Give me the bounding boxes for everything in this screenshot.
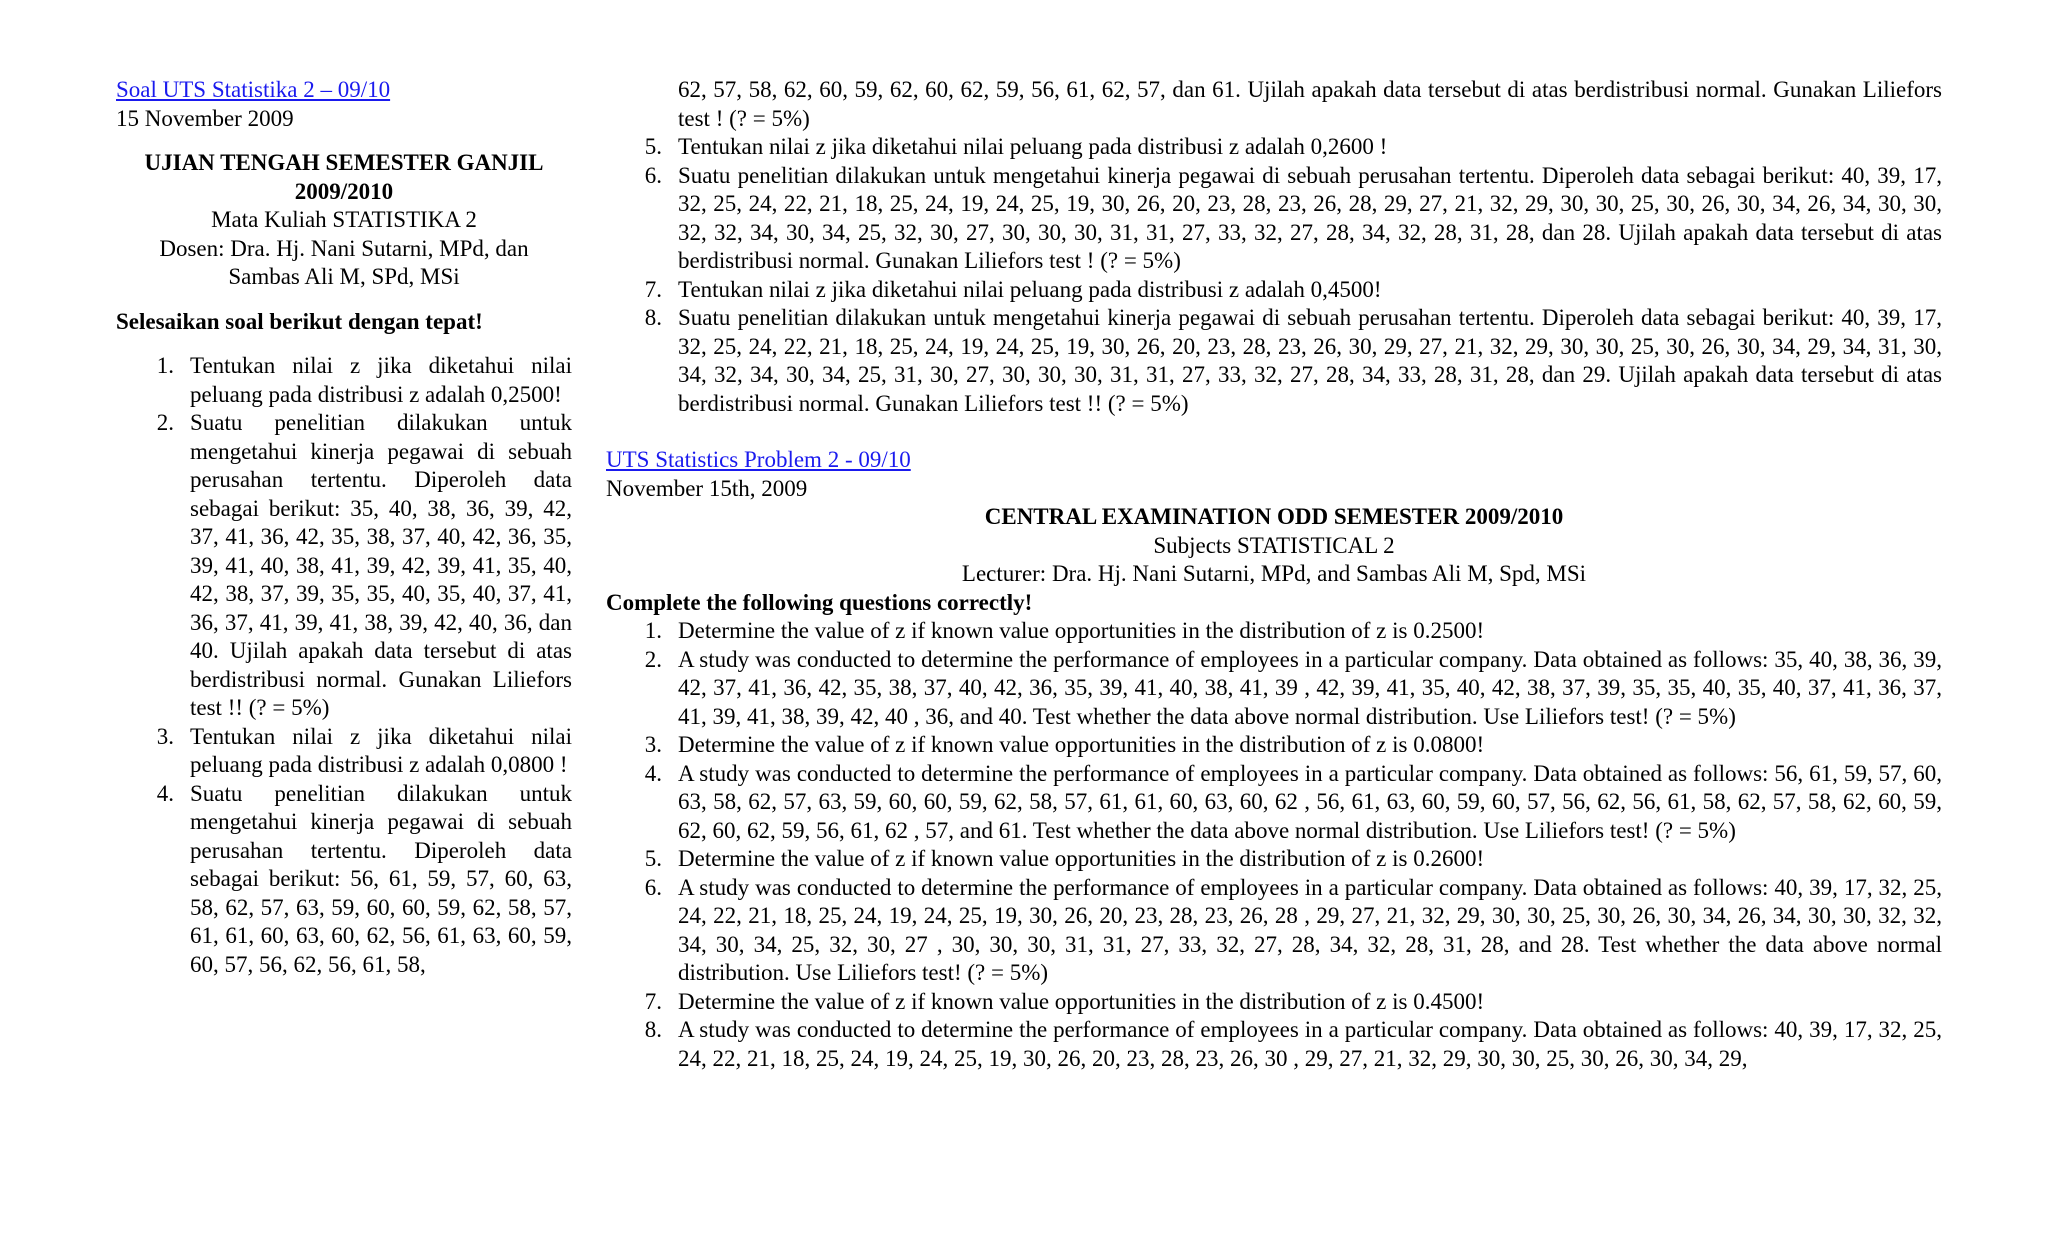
question-text: A study was conducted to determine the performance of employees in a particular company. Data obtained as follows: 35, 40, 38, 36, 39, 42, 37, 41, 36, 42, 35, 38, 37, 40, 42, 36, 35, 39, 41, 40, 38, 41, 39 , 42, 39, 41, 35, 40, 42, 38, 37, 39, 35, 35, 40, 35, 40, 37, 41, 36, 37, 41, 39, 41, 38, 39, 42, 40 , 36, and 40. Test whether the data above normal distribution. Use Liliefors test! (? = 5%) xyxy=(678,646,1942,729)
question-text: A study was conducted to determine the performance of employees in a particular company. Data obtained as follows: 40, 39, 17, 32, 25, 24, 22, 21, 18, 25, 24, 19, 24, 25, 19, 30, 26, 20, 23, 28, 23, 26, 30 , 29, 27, 21, 32, 29, 30, 30, 25, 30, 26, 30, 34, 29, xyxy=(678,1017,1942,1071)
lecturer-line-2: Sambas Ali M, SPd, MSi xyxy=(228,264,460,289)
question-number: 1. xyxy=(644,618,662,643)
question-number: 4. xyxy=(156,780,174,806)
english-exam-title: CENTRAL EXAMINATION ODD SEMESTER 2009/2010 xyxy=(984,504,1564,529)
course-name: Mata Kuliah STATISTIKA 2 xyxy=(211,207,477,232)
list-item xyxy=(606,731,1942,760)
list-item xyxy=(606,162,1942,276)
list-item xyxy=(116,352,572,409)
question-text: Suatu penelitian dilakukan untuk mengetahui kinerja pegawai di sebuah perusahan tertentu. Diperoleh data sebagai berikut: 40, 39, 17, 32, 25, 24, 22, 21, 18, 25, 24, 19, 24, 25, 19, 30, 26, 20, 23, 28, 23, 26, 30, 29, 27, 21, 32, 29, 30, 30, 25, 30, 26, 30, 34, 29, 34, 31, 30, 34, 32, 34, 30, 34, 25, 31, 30, 27, 30, 30, 30, 31, 31, 27, 33, 32, 27, 28, 34, 33, 28, 31, 28, dan 29. Ujilah apakah data tersebut di atas berdistribusi normal. Gunakan Liliefors test !! (? = 5%) xyxy=(678,305,1942,416)
question-text: Determine the value of z if known value opportunities in the distribution of z is 0.2600! xyxy=(678,846,1485,871)
list-item xyxy=(606,133,1942,162)
question-number: 8. xyxy=(644,305,662,330)
english-date: November 15th, 2009 xyxy=(606,475,808,501)
lecturer-line-1: Dosen: Dra. Hj. Nani Sutarni, MPd, dan xyxy=(159,235,529,261)
question-number: 7. xyxy=(644,988,662,1014)
list-item xyxy=(116,780,572,980)
list-item xyxy=(606,304,1942,418)
list-item xyxy=(116,723,572,780)
instruction: Selesaikan soal berikut dengan tepat! xyxy=(116,308,483,334)
question-number: 7. xyxy=(644,276,662,302)
question-number: 2. xyxy=(644,646,662,672)
english-instruction: Complete the following questions correctly! xyxy=(606,589,1033,615)
question-number: 3. xyxy=(644,732,662,757)
uts-statistics-link[interactable]: UTS Statistics Problem 2 - 09/10 xyxy=(606,447,911,472)
english-question-list xyxy=(606,617,1942,1073)
list-item xyxy=(606,617,1942,646)
left-column xyxy=(116,76,572,979)
question-text: Determine the value of z if known value opportunities in the distribution of z is 0.2500! xyxy=(678,618,1485,643)
question-text: Tentukan nilai z jika diketahui nilai peluang pada distribusi z adalah 0,2500! xyxy=(190,353,572,407)
list-item xyxy=(606,845,1942,874)
list-item xyxy=(606,874,1942,988)
question-number: 1. xyxy=(156,353,174,378)
date-text: 15 November 2009 xyxy=(116,105,294,131)
question-text: A study was conducted to determine the performance of employees in a particular company. Data obtained as follows: 56, 61, 59, 57, 60, 63, 58, 62, 57, 63, 59, 60, 60, 59, 62, 58, 57, 61, 61, 60, 63, 60, 62 , 56, 61, 63, 60, 59, 60, 57, 56, 62, 56, 61, 58, 62, 57, 58, 62, 60, 59, 62, 60, 62, 59, 56, 61, 62 , 57, and 61. Test whether the data above normal distribution. Use Liliefors test! (? = 5%) xyxy=(678,760,1942,843)
question-list xyxy=(116,352,572,979)
question-number: 6. xyxy=(644,874,662,900)
english-subject: Subjects STATISTICAL 2 xyxy=(1153,532,1395,558)
list-item xyxy=(606,646,1942,732)
exam-title: UJIAN TENGAH SEMESTER GANJIL 2009/2010 xyxy=(144,150,544,204)
right-column xyxy=(606,76,1942,1073)
question-list xyxy=(606,133,1942,418)
list-item xyxy=(116,409,572,723)
question-number: 5. xyxy=(644,846,662,871)
list-item xyxy=(606,1016,1942,1073)
question-number: 6. xyxy=(644,162,662,188)
question-continuation: 62, 57, 58, 62, 60, 59, 62, 60, 62, 59, 56, 61, 62, 57, dan 61. Ujilah apakah data tersebut di atas berdistribusi normal. Gunakan Liliefors test ! (? = 5%) xyxy=(678,77,1942,131)
question-number: 4. xyxy=(644,760,662,786)
question-text: A study was conducted to determine the performance of employees in a particular company. Data obtained as follows: 40, 39, 17, 32, 25, 24, 22, 21, 18, 25, 24, 19, 24, 25, 19, 30, 26, 20, 23, 28, 23, 26, 28 , 29, 27, 21, 32, 29, 30, 30, 25, 30, 26, 30, 34, 26, 34, 30, 30, 32, 32, 34, 30, 34, 25, 32, 30, 27 , 30, 30, 30, 31, 31, 27, 33, 32, 27, 28, 34, 32, 28, 31, 28, and 28. Test whether the data above normal distribution. Use Liliefors test! (? = 5%) xyxy=(678,874,1942,985)
list-item xyxy=(606,760,1942,846)
soal-uts-link[interactable]: Soal UTS Statistika 2 – 09/10 xyxy=(116,77,391,102)
question-number: 2. xyxy=(156,410,174,435)
question-text: Tentukan nilai z jika diketahui nilai peluang pada distribusi z adalah 0,2600 ! xyxy=(678,134,1388,159)
question-number: 5. xyxy=(644,134,662,159)
english-lecturer: Lecturer: Dra. Hj. Nani Sutarni, MPd, and Sambas Ali M, Spd, MSi xyxy=(961,561,1587,586)
list-item xyxy=(606,276,1942,305)
question-text: Suatu penelitian dilakukan untuk mengetahui kinerja pegawai di sebuah perusahan tertentu. Diperoleh data sebagai berikut: 56, 61, 59, 57, 60, 63, 58, 62, 57, 63, 59, 60, 60, 59, 62, 58, 57, 61, 61, 60, 63, 60, 62, 56, 61, 63, 60, 59, 60, 57, 56, 62, 56, 61, 58, xyxy=(190,780,572,977)
question-text: Determine the value of z if known value opportunities in the distribution of z is 0.4500! xyxy=(678,988,1485,1014)
question-number: 8. xyxy=(644,1017,662,1042)
question-text: Determine the value of z if known value opportunities in the distribution of z is 0.0800! xyxy=(678,732,1485,757)
question-text: Suatu penelitian dilakukan untuk mengetahui kinerja pegawai di sebuah perusahan tertentu. Diperoleh data sebagai berikut: 35, 40, 38, 36, 39, 42, 37, 41, 36, 42, 35, 38, 37, 40, 42, 36, 35, 39, 41, 40, 38, 41, 39, 42, 39, 41, 35, 40, 42, 38, 37, 39, 35, 35, 40, 35, 40, 37, 41, 36, 37, 41, 39, 41, 38, 39, 42, 40, 36, dan 40. Ujilah apakah data tersebut di atas berdistribusi normal. Gunakan Liliefors test !! (? = 5%) xyxy=(190,410,572,720)
list-item xyxy=(606,988,1942,1017)
question-text: Suatu penelitian dilakukan untuk mengetahui kinerja pegawai di sebuah perusahan tertentu. Diperoleh data sebagai berikut: 40, 39, 17, 32, 25, 24, 22, 21, 18, 25, 24, 19, 24, 25, 19, 30, 26, 20, 23, 28, 23, 26, 28, 29, 27, 21, 32, 29, 30, 30, 25, 30, 26, 30, 34, 26, 34, 30, 30, 32, 32, 34, 30, 34, 25, 32, 30, 27, 30, 30, 30, 31, 31, 27, 33, 32, 27, 28, 34, 32, 28, 31, 28, dan 28. Ujilah apakah data tersebut di atas berdistribusi normal. Gunakan Liliefors test ! (? = 5%) xyxy=(678,162,1942,273)
question-text: Tentukan nilai z jika diketahui nilai peluang pada distribusi z adalah 0,4500! xyxy=(678,276,1382,302)
question-number: 3. xyxy=(156,723,174,749)
question-text: Tentukan nilai z jika diketahui nilai peluang pada distribusi z adalah 0,0800 ! xyxy=(190,723,572,777)
